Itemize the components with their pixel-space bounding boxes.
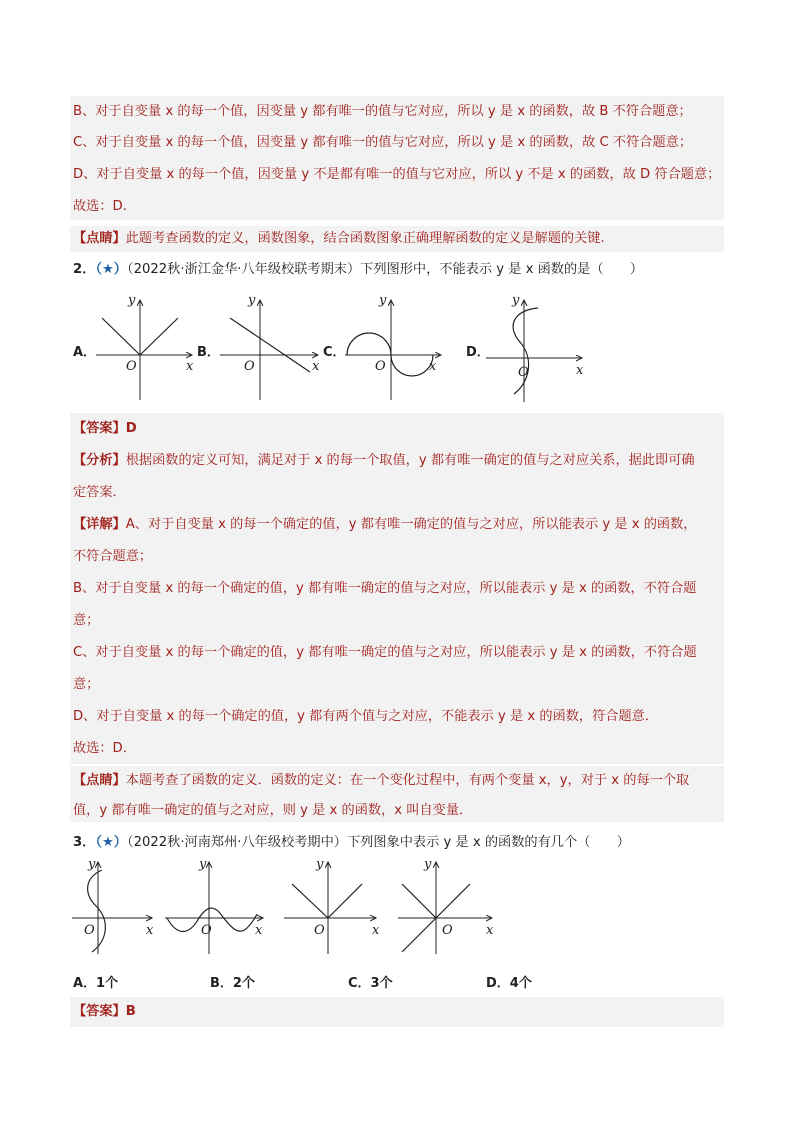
q2-detail-b1: B、对于自变量 x 的每一个确定的值，y 都有唯一确定的值与之对应，所以能表示 y 是 x 的函数，不符合题 bbox=[73, 581, 697, 596]
q2-option-c: C． bbox=[323, 345, 346, 360]
q2-option-b: B． bbox=[197, 345, 220, 360]
star-icon: （★） bbox=[95, 262, 127, 277]
q2-graph-c bbox=[343, 290, 453, 405]
q2-graph-b bbox=[218, 290, 328, 405]
origin-label: O bbox=[518, 365, 529, 380]
q3-graph-1 bbox=[70, 856, 160, 956]
origin-label: O bbox=[84, 923, 95, 938]
detail-tag: 【详解】 bbox=[73, 517, 126, 532]
answer-tag: 【答案】 bbox=[73, 1004, 126, 1019]
solution-line-d: D、对于自变量 x 的每一个值，因变量 y 不是都有唯一的值与它对应，所以 y 不是 x 的函数，故 D 符合题意； bbox=[73, 167, 721, 182]
y-axis-label: y bbox=[424, 857, 432, 872]
q2-answer bbox=[73, 420, 723, 438]
y-axis-label: y bbox=[316, 857, 324, 872]
q2-detail-d: D、对于自变量 x 的每一个确定的值，y 都有两个值与之对应，不能表示 y 是 x 的函数，符合题意． bbox=[73, 709, 659, 724]
remark-text: 此题考查函数的定义，函数图象，结合函数图象正确理解函数的定义是解题的关键. bbox=[125, 231, 605, 246]
origin-label: O bbox=[314, 923, 325, 938]
q2-analysis-2: 定答案． bbox=[73, 485, 126, 500]
q2-remark-1 bbox=[73, 772, 723, 790]
x-axis-label: x bbox=[576, 363, 584, 378]
origin-label: O bbox=[244, 359, 255, 374]
remark-tag: 【点睛】 bbox=[73, 231, 126, 246]
origin-label: O bbox=[442, 923, 453, 938]
q2-detail-b2: 意； bbox=[73, 613, 100, 628]
analysis-tag: 【分析】 bbox=[73, 453, 126, 468]
y-axis-label: y bbox=[512, 293, 520, 308]
origin-label: O bbox=[375, 359, 386, 374]
analysis-text: 根据函数的定义可知，满足对于 x 的每一个取值，y 都有唯一确定的值与之对应关系，据此即可确 bbox=[125, 453, 695, 468]
x-axis-label: x bbox=[486, 923, 494, 938]
remark-1 bbox=[73, 230, 723, 248]
q2-remark-2: 值，y 都有唯一确定的值与之对应，则 y 是 x 的函数，x 叫自变量． bbox=[73, 803, 473, 818]
solution-conclusion: 故选：D. bbox=[73, 199, 127, 214]
x-axis-label: x bbox=[186, 359, 194, 374]
y-axis-label: y bbox=[199, 857, 207, 872]
solution-line-b: B、对于自变量 x 的每一个值，因变量 y 都有唯一的值与它对应，所以 y 是 x 的函数，故 B 不符合题意； bbox=[73, 104, 692, 119]
q3-graph-2 bbox=[163, 856, 273, 956]
q3-choice-a: A．1个 bbox=[73, 976, 119, 991]
y-axis-label: y bbox=[248, 293, 256, 308]
solution-line-c: C、对于自变量 x 的每一个值，因变量 y 都有唯一的值与它对应，所以 y 是 x 的函数，故 C 不符合题意； bbox=[73, 135, 693, 150]
q2-detail-c1: C、对于自变量 x 的每一个确定的值，y 都有唯一确定的值与之对应，所以能表示 y 是 x 的函数，不符合题 bbox=[73, 645, 697, 660]
q2-analysis-1 bbox=[73, 452, 723, 470]
answer-value: D bbox=[125, 421, 137, 436]
q2-option-d: D． bbox=[466, 345, 490, 360]
q2-graph-d bbox=[484, 290, 594, 405]
origin-label: O bbox=[201, 923, 212, 938]
q2-conclusion: 故选：D． bbox=[73, 741, 136, 756]
answer-value: B bbox=[125, 1004, 136, 1019]
q2-option-a: A． bbox=[73, 345, 97, 360]
x-axis-label: x bbox=[372, 923, 380, 938]
q2-detail-a2: 不符合题意； bbox=[73, 549, 153, 564]
q2-detail-a1 bbox=[73, 516, 723, 534]
q3-graph-4 bbox=[396, 856, 500, 956]
remark-tag: 【点睛】 bbox=[73, 773, 126, 788]
detail-text: A、对于自变量 x 的每一个确定的值，y 都有唯一确定的值与之对应，所以能表示 y 是 x 的函数， bbox=[125, 517, 697, 532]
star-icon: （★） bbox=[95, 835, 127, 850]
question-source: （2022秋·河南郑州·八年级校考期中）下列图象中表示 y 是 x 的函数的有几个（ ） bbox=[126, 835, 630, 850]
x-axis-label: x bbox=[312, 359, 320, 374]
x-axis-label: x bbox=[146, 923, 154, 938]
q3-choice-b: B．2个 bbox=[210, 976, 255, 991]
x-axis-label: x bbox=[429, 359, 437, 374]
origin-label: O bbox=[126, 359, 137, 374]
answer-tag: 【答案】 bbox=[73, 421, 126, 436]
remark-text: 本题考查了函数的定义．函数的定义：在一个变化过程中，有两个变量 x，y，对于 x 的每一个取 bbox=[125, 773, 690, 788]
question-number: 3． bbox=[73, 835, 96, 850]
q3-choice-c: C．3个 bbox=[348, 976, 393, 991]
q3-choice-d: D．4个 bbox=[486, 976, 532, 991]
question-3-header bbox=[73, 834, 723, 852]
y-axis-label: y bbox=[128, 293, 136, 308]
q2-graph-a bbox=[92, 290, 202, 405]
y-axis-label: y bbox=[379, 293, 387, 308]
question-number: 2． bbox=[73, 262, 96, 277]
question-source: （2022秋·浙江金华·八年级校联考期末）下列图形中，不能表示 y 是 x 函数的是（ ） bbox=[126, 262, 644, 277]
q2-detail-c2: 意； bbox=[73, 677, 100, 692]
question-2-header bbox=[73, 261, 723, 279]
y-axis-label: y bbox=[88, 857, 96, 872]
q3-graph-3 bbox=[282, 856, 382, 956]
q3-answer bbox=[73, 1003, 723, 1021]
x-axis-label: x bbox=[255, 923, 263, 938]
